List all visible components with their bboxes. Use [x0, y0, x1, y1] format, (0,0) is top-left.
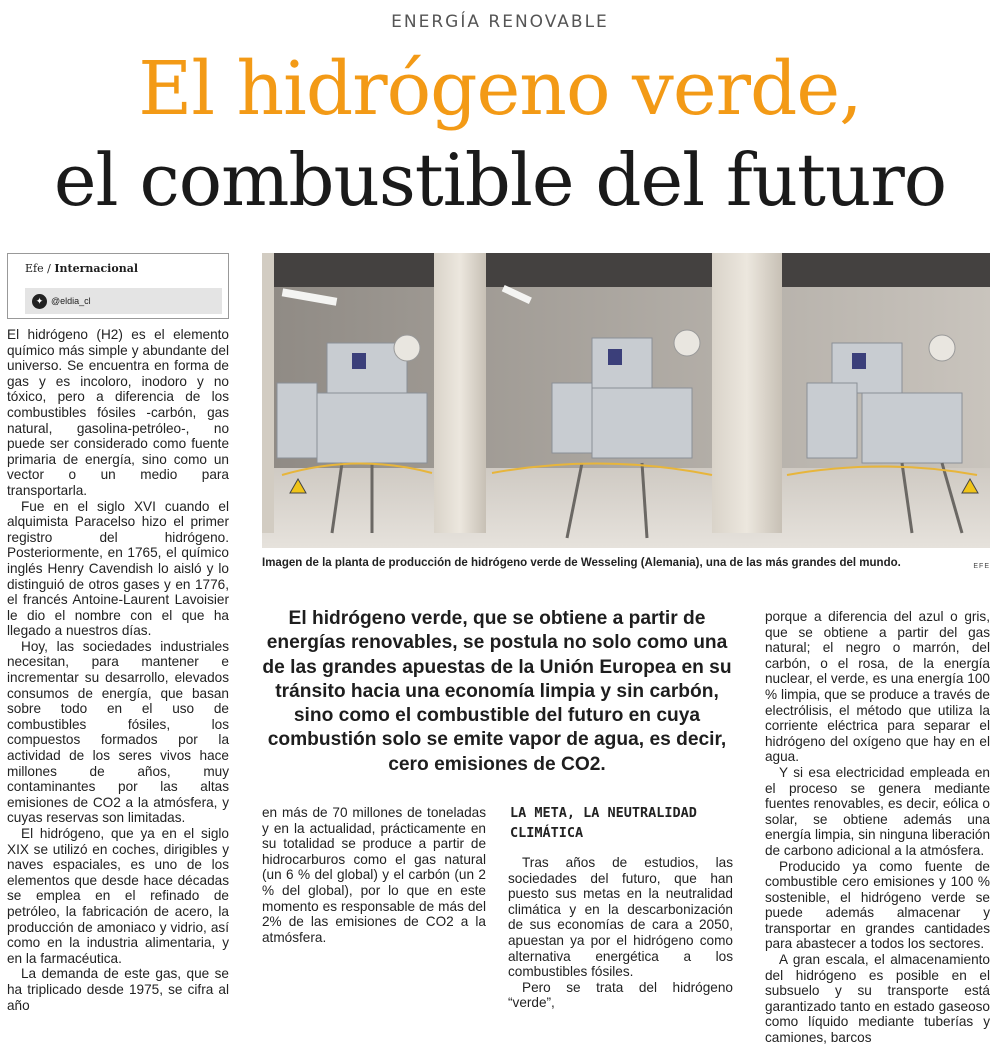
body-column-2: [262, 805, 486, 945]
body-column-4: [765, 609, 990, 1046]
byline-separator: /: [47, 262, 51, 275]
paragraph: Y si esa electricidad empleada en el proceso se genera mediante fuentes renovables, es decir, eólica o solar, se obtiene además una energía limpia, sin ninguna liberación de carbono adicional a la atmósfera.: [765, 764, 990, 858]
subheading: LA META, LA NEUTRALIDAD CLIMÁTICA: [510, 805, 697, 841]
paragraph: Producido ya como fuente de combustible cero emisiones y 100 % sostenible, el hidrógeno verde se puede además almacenar y transportar en grandes cantidades para abastecer a todos los sectores.: [765, 858, 990, 952]
section-kicker: ENERGÍA RENOVABLE: [391, 12, 609, 32]
byline-agency: Efe: [25, 262, 44, 275]
paragraph: A gran escala, el almacenamiento del hidrógeno es posible en el subsuelo y su transporte está garantizado tanto en estado gaseoso como líquido mediante tuberías y camiones, barcos: [765, 952, 990, 1046]
byline-section: Internacional: [54, 262, 139, 275]
twitter-bar[interactable]: [25, 288, 222, 314]
photo-electrolyzer-plant: [262, 253, 990, 548]
article-photo: [262, 253, 990, 548]
headline-line-2: el combustible del futuro: [53, 138, 947, 222]
twitter-bird-icon: ✦: [32, 294, 47, 309]
paragraph: El hidrógeno (H2) es el elemento químico más simple y abundante del universo. Se encuentra en forma de gas y es incoloro, inodoro y no tóxico, pero a diferencia de los combustibles fósiles -carbón, gas natural, gasolina-petróleo-, no puede ser considerado como fuente primaria de energía, sino como un vector o un medio para transportarla.: [7, 327, 229, 498]
paragraph: La demanda de este gas, que se ha triplicado desde 1975, se cifra al año: [7, 966, 229, 1013]
photo-credit: EFE: [973, 563, 990, 570]
paragraph: El hidrógeno, que ya en el siglo XIX se utilizó en coches, dirigibles y naves espaciales, es uno de los elementos que desde hace décadas se emplea en el refinado de petróleo, la fabricación de acero, la producción de amoniaco y vidrio, así como en la industria alimentaria, y en la farmacéutica.: [7, 826, 229, 966]
headline-line-1: El hidrógeno verde,: [138, 46, 862, 132]
byline-box: [7, 253, 229, 319]
paragraph: Pero se trata del hidrógeno “verde”,: [508, 979, 733, 1011]
paragraph: Tras años de estudios, las sociedades del futuro, que han puesto sus metas en la neutralidad climática y en la descarbonización de sus economías de cara a 2050, apuestan ya por el hidrógeno como alternativa energética a los combustibles fósiles.: [508, 855, 733, 980]
paragraph: en más de 70 millones de toneladas y en la actualidad, prácticamente en su totalidad se produce a partir de hidrocarburos como el gas natural (un 6 % del global) y el carbón (un 2 % del global), por lo que en este momento es responsable de más del 2% de las emisiones de CO2 a la atmósfera.: [262, 805, 486, 945]
twitter-handle[interactable]: @eldia_cl: [51, 296, 91, 306]
lead-paragraph: El hidrógeno verde, que se obtiene a partir de energías renovables, se postula no solo como una de las grandes apuestas de la Unión Europea en su tránsito hacia una economía limpia y sin carbón, sino como el combustible del futuro en cuya combustión solo se emite vapor de agua, es decir, cero emisiones de CO2.: [262, 608, 732, 775]
body-column-3: [508, 855, 733, 1011]
body-column-1: [7, 327, 229, 1013]
paragraph: Hoy, las sociedades industriales necesitan, para mantener e incrementar su desarrollo, elevados consumos de energía, que basan sobre todo en el uso de combustibles fósiles, los compuestos formados por la actividad de los seres vivos hace millones de años, muy contaminantes por las altas emisiones de CO2 a la atmósfera, y cuyas reservas son limitadas.: [7, 638, 229, 826]
photo-caption: Imagen de la planta de producción de hidrógeno verde de Wesseling (Alemania), una de las más grandes del mundo.: [262, 557, 901, 569]
paragraph: porque a diferencia del azul o gris, que se obtiene a partir del gas natural; el negro o marrón, del carbón, o el rosa, de la energía nuclear, el verde, es una energía 100 % limpia, que se produce a través de electrólisis, el método que utiliza la corriente eléctrica para separar el hidrógeno del oxígeno que hay en el agua.: [765, 609, 990, 765]
byline-credit: [25, 262, 138, 275]
paragraph: Fue en el siglo XVI cuando el alquimista Paracelso hizo el primer registro del hidrógeno. Posteriormente, en 1765, el químico inglés Henry Cavendish lo aisló y lo distinguió de otros gases y en 1776, el francés Antoine-Laurent Lavoisier le dio el nombre con el que ha llegado a nuestros días.: [7, 498, 229, 639]
